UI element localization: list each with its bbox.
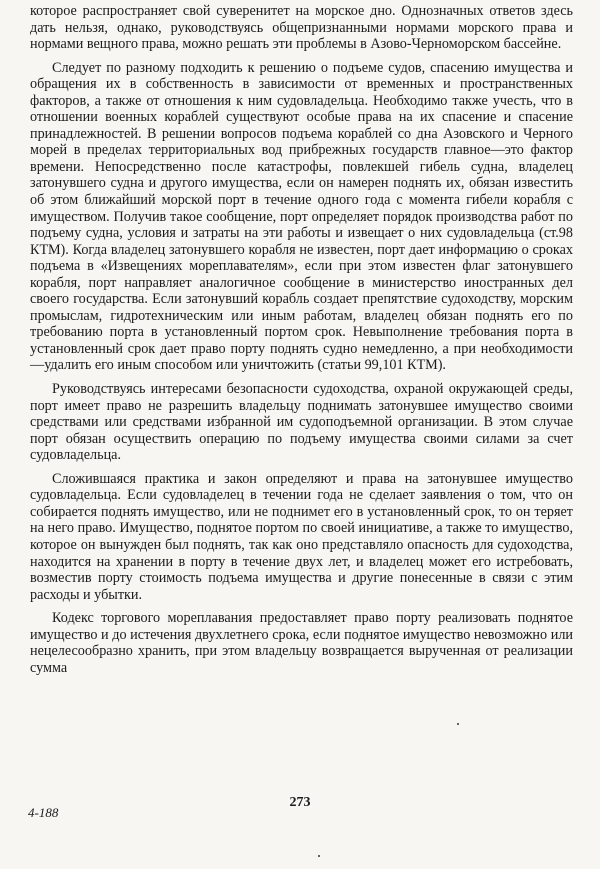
paragraph-4: Сложившаяся практика и закон определяют и права на затонувшее имущество судовладельца. Если судовладелец в течении года не сделает заявления о том, что он собирается поднять имущество, или не поднимет его в установленный срок, то он теряет на него право. Имущество, поднятое портом по своей инициативе, а также то имущество, которое он вынужден был поднять, так как оно представляло опасность для судоходства, находится на хранении в порту в течение двух лет, и владелец может его истребовать, возместив порту стоимость подъема имущества и другие понесенные в связи с этим расходы и убытки. bbox=[30, 470, 573, 603]
page-number: 273 bbox=[289, 795, 311, 810]
body-text bbox=[30, 3, 573, 683]
paragraph-3: Руководствуясь интересами безопасности судоходства, охраной окружающей среды, порт имеет право не разрешить владельцу поднимать затонувшее имущество своими средствами или средствами избранной им судоподъемной организации. В этом случае порт обязан осуществить операцию по подъему имущества своими силами за счет судовладельца. bbox=[30, 381, 573, 464]
paragraph-1: которое распространяет свой суверенитет на морское дно. Однозначных ответов здесь дать нельзя, однако, руководствуясь общепризнанными нормами морского права и нормами вещного права, можно решать эти проблемы в Азово-Черноморском бассейне. bbox=[30, 3, 573, 53]
paragraph-2: Следует по разному подходить к решению о подъеме судов, спасению имущества и обращения их в собственность в зависимости от временных и пространственных факторов, а также от отношения к ним судовладельца. Необходимо также учесть, что в отношении военных кораблей существуют особые права на их спасение и спасение принадлежностей. В решении вопросов подъема кораблей со дна Азовского и Черного морей в пределах территориальных вод прибрежных государств главное—это фактор времени. Непосредственно после катастрофы, повлекшей гибель судна, владелец затонувшего судна и другого имущества, если он намерен поднять их, обязан известить об этом ближайший морской порт в течение одного года с момента гибели корабля с имуществом. Получив такое сообщение, порт определяет порядок производства работ по подъему судна, условия и затраты на эти работы и извещает о них судовладельца (ст.98 КТМ). Когда владелец затонувшего корабля не известен, порт дает информацию о сроках подъема в «Извещениях мореплавателям», если при этом известен флаг затонувшего корабля, порт направляет аналогичное сообщение в министерство иностранных дел своего государства. Если затонувший корабль создает препятствие судоходству, морским промыслам, гидротехническим или иным работам, владелец обязан поднять его по требованию порта в установленный портом срок. Невыполнение требования порта в установленный срок дает право порту поднять судно немедленно, а при необходимости—удалить его иным способом или уничтожить (статьи 99,101 КТМ). bbox=[30, 59, 573, 374]
print-speck bbox=[457, 723, 459, 725]
print-speck bbox=[318, 855, 320, 857]
paragraph-5: Кодекс торгового мореплавания предоставляет право порту реализовать поднятое имущество и до истечения двухлетнего срока, если поднятое имущество невозможно или нецелесообразно хранить, при этом владельцу возвращается вырученная от реализации сумма bbox=[30, 610, 573, 676]
printer-signature: 4-188 bbox=[28, 805, 59, 820]
